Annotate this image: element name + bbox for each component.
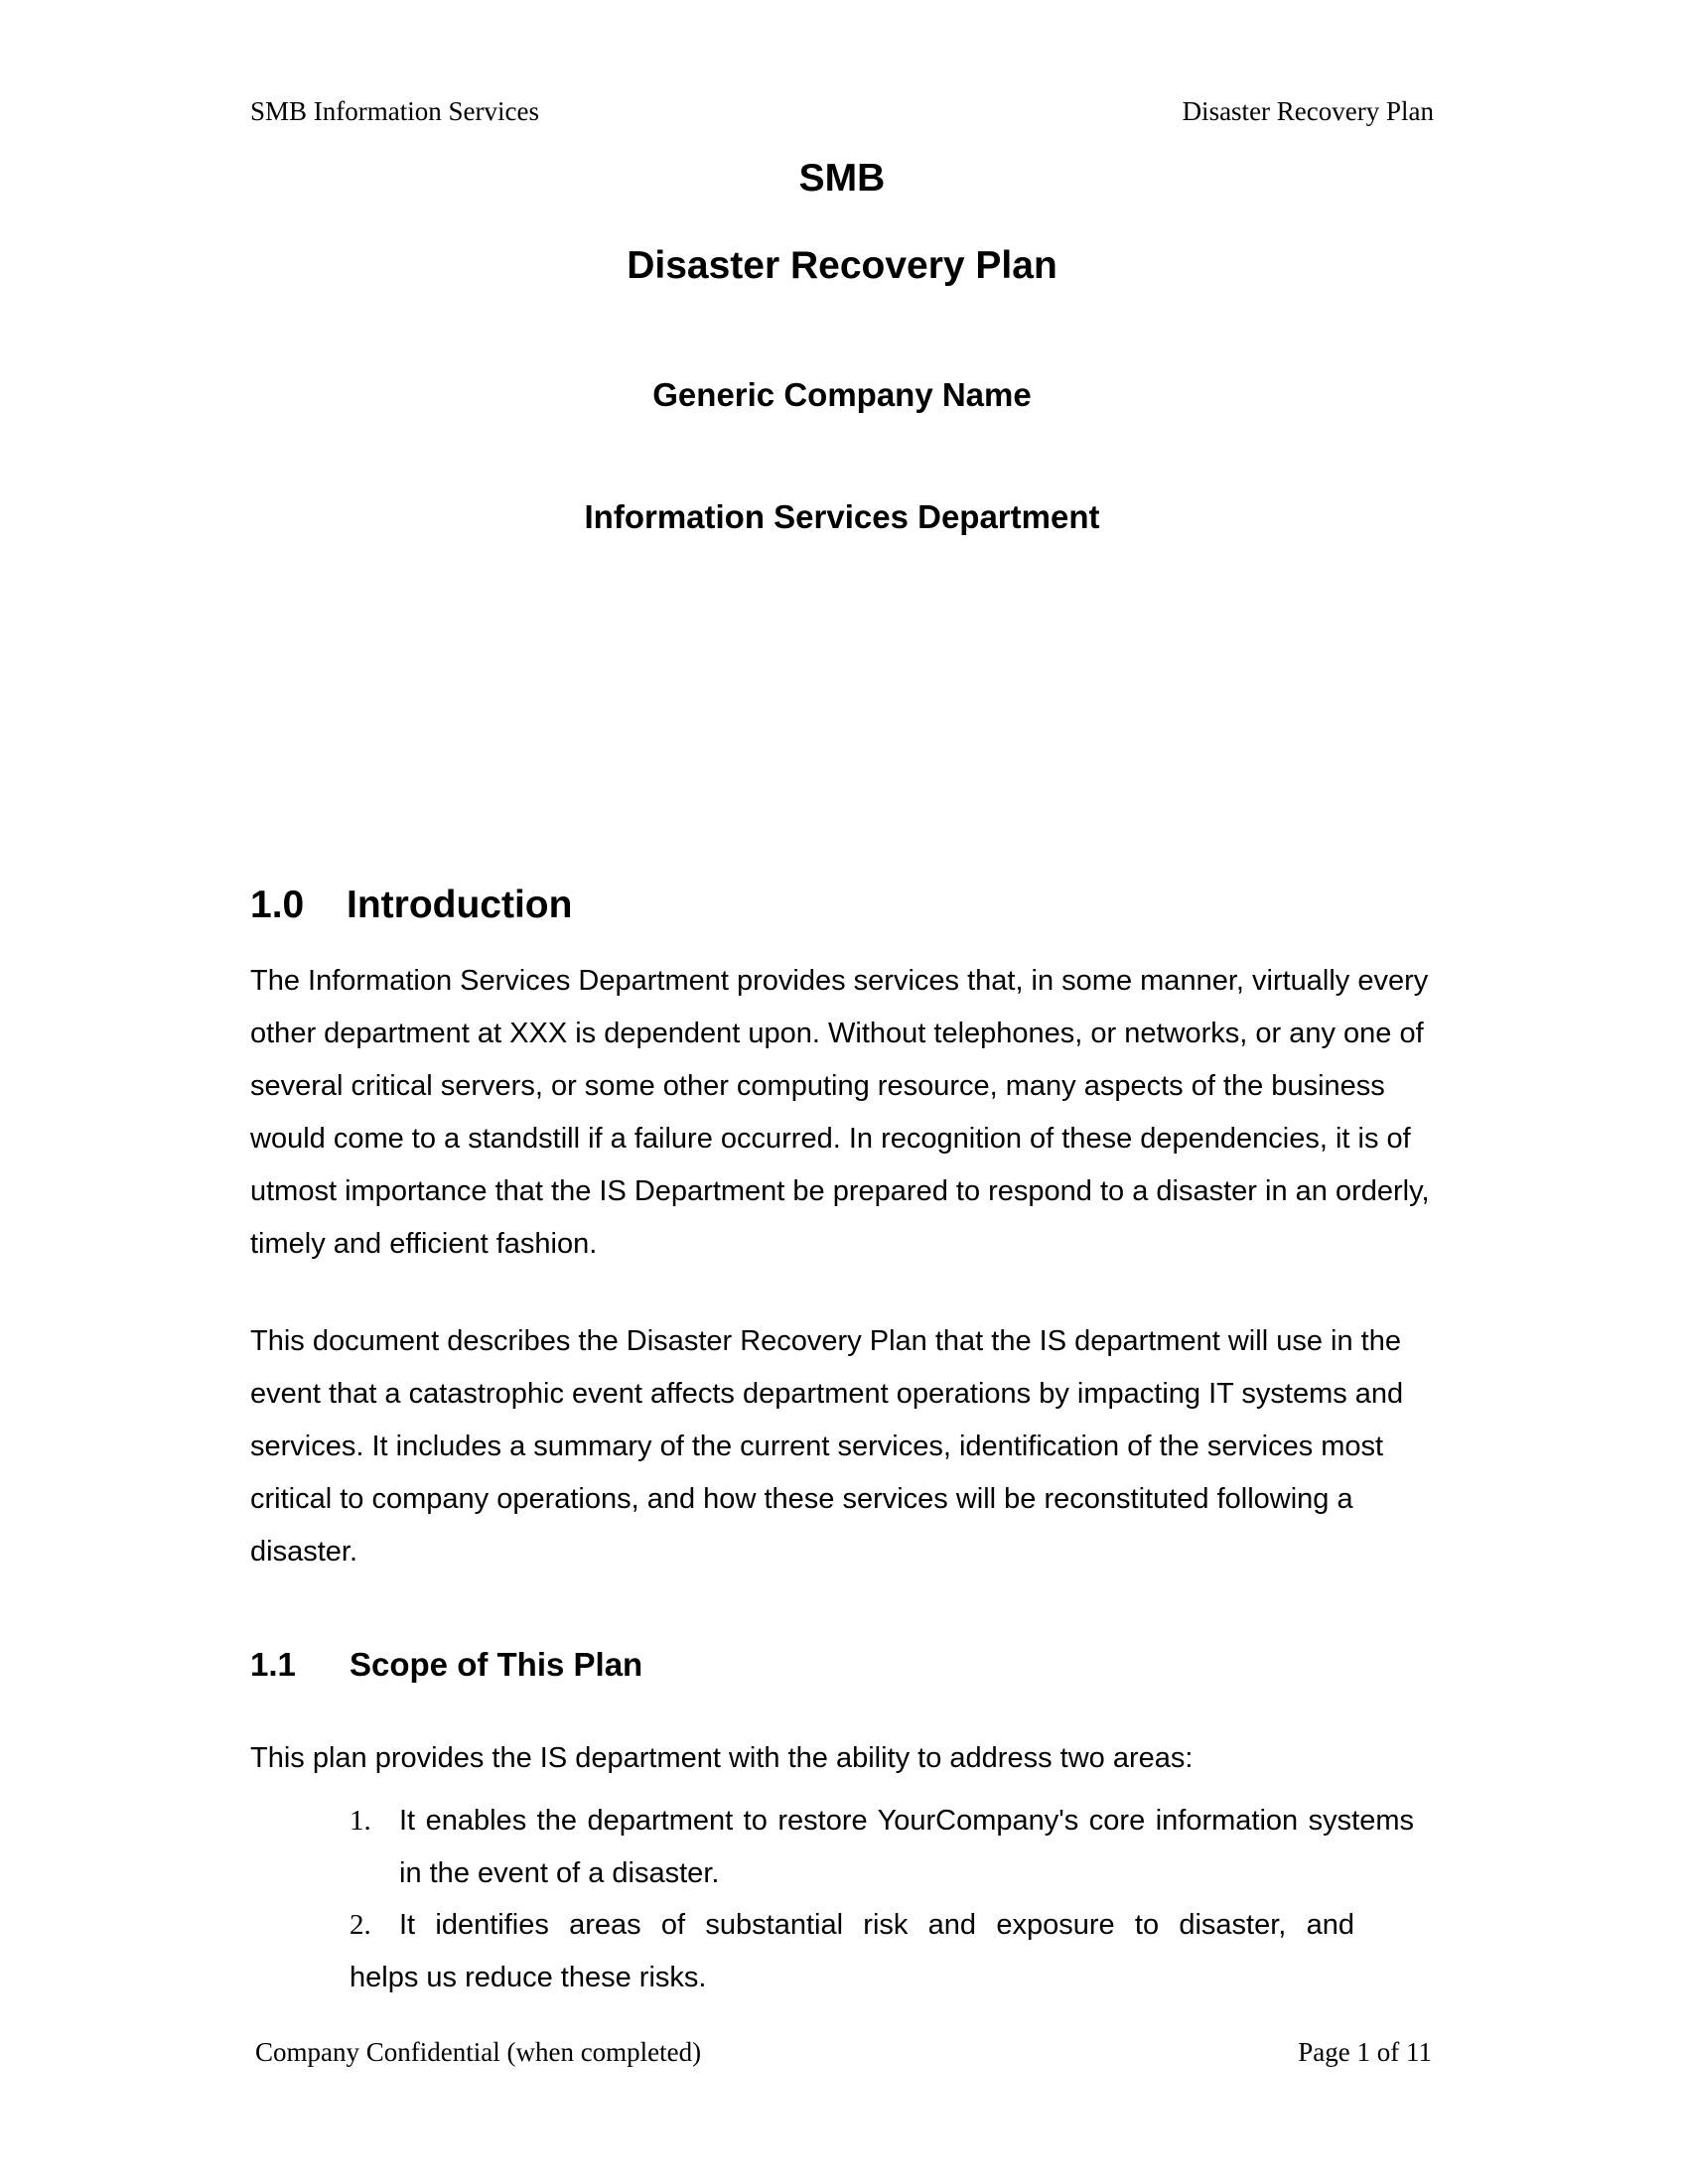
list-marker: 2. — [350, 1909, 371, 1941]
list-marker: 1. — [350, 1805, 371, 1837]
title-smb: SMB — [798, 157, 886, 200]
list-item-text-line-1: It identifies areas of substantial risk and exposure to disaster, and — [399, 1909, 1354, 1941]
header-doc-title: Disaster Recovery Plan — [1182, 96, 1434, 126]
subsection-number: 1.1 — [250, 1646, 296, 1683]
footer-confidential-note: Company Confidential (when completed) — [255, 2037, 702, 2067]
page-footer — [255, 2037, 1432, 2071]
header-org-name: SMB Information Services — [250, 96, 539, 126]
intro-paragraph-1: The Information Services Department provides services that, in some manner, virtually every other department at XXX is dependent upon. Without telephones, or networks, or any one of several critical servers, or some other computing resource, many aspects of the business would come to a standstill if a failure occurred. In recognition of these dependencies, it is of utmost importance that the IS Department be prepared to respond to a disaster in an orderly, timely and efficient fashion. — [250, 965, 1430, 1260]
section-heading-introduction — [250, 884, 572, 927]
section-heading-scope — [250, 1646, 642, 1684]
section-title: Introduction — [347, 884, 573, 926]
section-number: 1.0 — [250, 884, 305, 926]
list-item — [350, 1899, 1354, 2004]
list-item — [350, 1795, 1414, 1900]
subsection-title: Scope of This Plan — [350, 1646, 643, 1683]
document-title: Disaster Recovery Plan — [627, 244, 1057, 287]
department-name: Information Services Department — [584, 498, 1100, 535]
footer-page-number: Page 1 of 11 — [1298, 2037, 1432, 2067]
list-item-text-line-2: helps us reduce these risks. — [350, 1962, 707, 1993]
list-item-text: It enables the department to restore YourCompany's core information systems in the event of a disaster. — [399, 1805, 1414, 1889]
company-name: Generic Company Name — [652, 376, 1032, 413]
intro-paragraph-2: This document describes the Disaster Recovery Plan that the IS department will use in the event that a catastrophic event affects department operations by impacting IT systems and services. It includes a summary of the current services, identification of the services most critical to company operations, and how these services will be reconstituted following a disaster. — [250, 1325, 1404, 1568]
page-header — [250, 96, 1434, 130]
scope-intro-paragraph: This plan provides the IS department with the ability to address two areas: — [250, 1742, 1194, 1774]
